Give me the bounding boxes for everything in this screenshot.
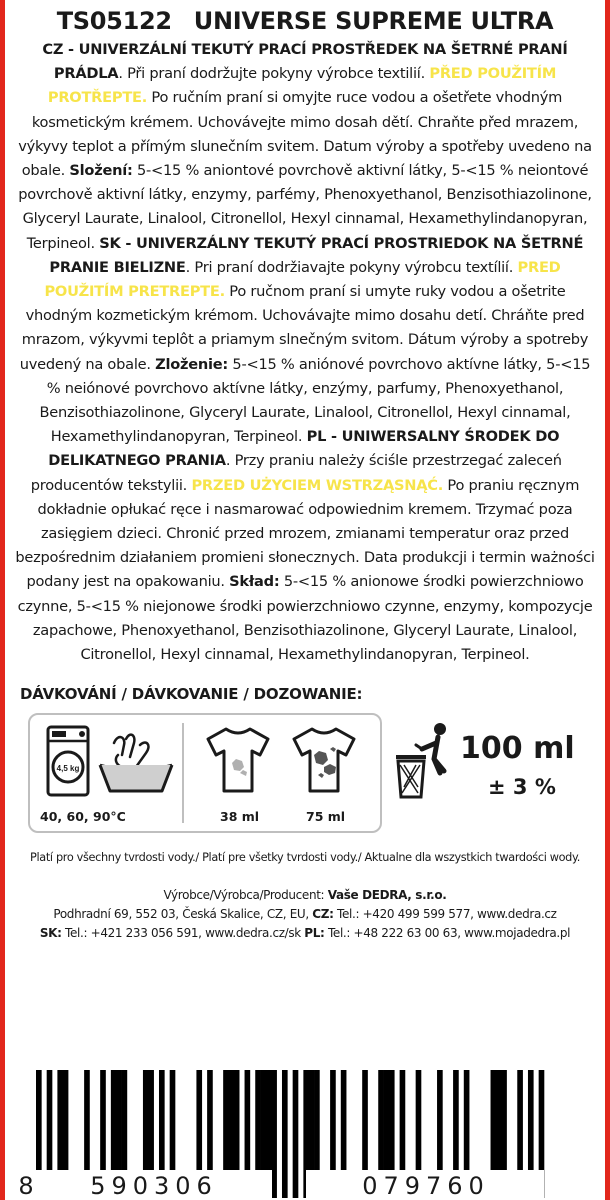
sk-heading: SK - UNIVERZÁLNY TEKUTÝ PRACÍ PROSTRIEDOK NA ŠETRNÉ PRANIE BIELIZNE (49, 234, 584, 276)
barcode-bar (271, 1070, 277, 1198)
producer-line-3 (12, 924, 598, 943)
dosing-section (12, 703, 598, 843)
pl-composition: 5-<15 % anionowe środki powierzchniowo czynne, 5-<15 % niejonowe środki powierzchniowo czynne, enzymy, kompozycje zapachowe, Phenoxyethanol, Benzisothiazolinone, Glyceryl Laurate, Linalool, Citronellol, Hexyl cinnamal, Hexamethylindanopyran, Terpineol. (17, 573, 593, 664)
pl-composition-label: Skład: (229, 573, 280, 591)
cz-composition: 5-<15 % aniontové povrchově aktivní látky, 5-<15 % neiontové povrchově aktivní látky, enzymy, parfémy, Phenoxyethanol, Benzisothiazolinone, Glyceryl Laurate, Linalool, Citronellol, Hexyl cinnamal, Hexamethylindanopyran, Terpineol. (18, 162, 592, 252)
wash-temperatures: 40, 60, 90°C (40, 809, 126, 825)
hand-wash-icon (96, 729, 176, 799)
barcode-left-digits: 590306 (90, 1172, 218, 1198)
pl-contact-label: PL: (304, 926, 325, 941)
dosing-divider (182, 723, 184, 823)
pl-text-2: Po praniu ręcznym dokładnie opłukać ręce i nasmarować odpowiednim kremem. Trzymać poza zasięgiem dzieci. Chronić przed mrozem, zmianami temperatur oraz przed bezpośrednim działaniem promieni słonecznych. Data produkcji i termin ważności podany jest na opakowaniu. (15, 476, 595, 591)
barcode-right-digits: 079760 (362, 1172, 490, 1198)
lightly-soiled-shirt-icon (206, 725, 270, 795)
heavily-soiled-shirt-icon (292, 725, 356, 795)
sk-contact-label: SK: (39, 926, 62, 941)
water-hardness-note: Platí pro všechny tvrdosti vody./ Platí pre všetky tvrdosti vody./ Aktualne dla wszystkich twardości wody. (30, 851, 580, 865)
cz-text-1: . Při praní dodržujte pokyny výrobce textilií. (118, 65, 430, 83)
sk-contact: Tel.: +421 233 056 591, www.dedra.cz/sk (61, 926, 305, 941)
left-edge-stripe (0, 0, 5, 1200)
sk-text-1: . Pri praní dodržiavajte pokyny výrobcu textílií. (185, 258, 518, 276)
machine-weight-label: 4,5 kg (56, 764, 80, 774)
barcode-graphic (12, 1070, 572, 1198)
producer-info (12, 886, 598, 943)
dosing-heading: DÁVKOVÁNÍ / DÁVKOVANIE / DOZOWANIE: (20, 685, 363, 704)
label-body-text (14, 38, 596, 667)
cz-contact: Tel.: +420 499 599 577, www.dedra.cz (333, 907, 557, 922)
sk-shake-warning: PRED POUŽITÍM PRETREPTE. (44, 258, 561, 301)
sk-composition-label: Zloženie: (155, 355, 229, 373)
dose-light-soiling: 38 ml (220, 809, 260, 825)
pl-contact: Tel.: +48 222 63 00 63, www.mojadedra.pl (324, 926, 571, 941)
dose-tolerance: ± 3 % (488, 775, 556, 800)
cz-text-2: Po ručním praní si omyjte ruce vodou a ošetřete vhodným kosmetickým krémem. Uchovávejte mimo dosah dětí. Chraňte před mrazem, výkyvy teplot a přímým slunečním svitem. Datum výroby a spotřeby uvedeno na obale. (18, 89, 592, 180)
label-page (12, 0, 598, 1200)
product-title (12, 4, 598, 38)
producer-line-2 (12, 905, 598, 924)
cz-composition-label: Složení: (69, 162, 133, 180)
producer-name: Vaše DEDRA, s.r.o. (327, 888, 447, 903)
product-code: TS05122 (56, 7, 172, 35)
pl-heading: PL - UNIWERSALNY ŚRODEK DO DELIKATNEGO PRANIA (48, 428, 560, 470)
dose-amount: 100 ml (460, 731, 575, 767)
cz-contact-label: CZ: (312, 907, 334, 922)
barcode-first-digit: 8 (18, 1172, 34, 1198)
pl-shake-warning: PRZED UŻYCIEM WSTRZĄSNĄĆ. (191, 476, 444, 494)
sk-composition: 5-<15 % aniónové povrchovo aktívne látky, 5-<15 % neiónové povrchovo aktívne látky, enzýmy, parfumy, Phenoxyethanol, Benzisothiazolinone, Glyceryl Laurate, Linalool, Citronellol, Hexyl cinnamal, Hexamethylindanopyran, Terpineol. (39, 355, 591, 446)
sk-text-2: Po ručnom praní si umyte ruky vodou a ošetrite vhodným kozmetickým krémom. Uchovávajte mimo dosahu detí. Chráňte pred mrazom, výkyvmi teplôt a priamym slnečným svitom. Dátum výroby a spotreby uvedený na obale. (19, 283, 589, 373)
cz-shake-warning: PŘED POUŽITÍM PROTŘEPTE. (47, 65, 557, 107)
producer-address: Podhradní 69, 552 03, Česká Skalice, CZ, EU, (53, 907, 313, 922)
cz-heading: CZ - UNIVERZÁLNÍ TEKUTÝ PRACÍ PROSTŘEDEK NA ŠETRNÉ PRANÍ PRÁDLA (42, 41, 568, 83)
waste-bin-icon (392, 721, 458, 801)
pl-text-1: . Przy praniu należy ściśle przestrzegać zaleceń producentów tekstylii. (30, 452, 562, 494)
product-name: UNIVERSE SUPREME ULTRA (193, 7, 554, 35)
producer-label: Výrobce/Výrobca/Producent: (163, 888, 325, 903)
dose-heavy-soiling: 75 ml (306, 809, 346, 825)
producer-line-1 (12, 886, 598, 905)
dosing-box (28, 713, 382, 833)
barcode-bar (282, 1070, 288, 1198)
ean-barcode (12, 1070, 572, 1198)
barcode-bar (293, 1070, 299, 1198)
right-edge-stripe (605, 0, 610, 1200)
